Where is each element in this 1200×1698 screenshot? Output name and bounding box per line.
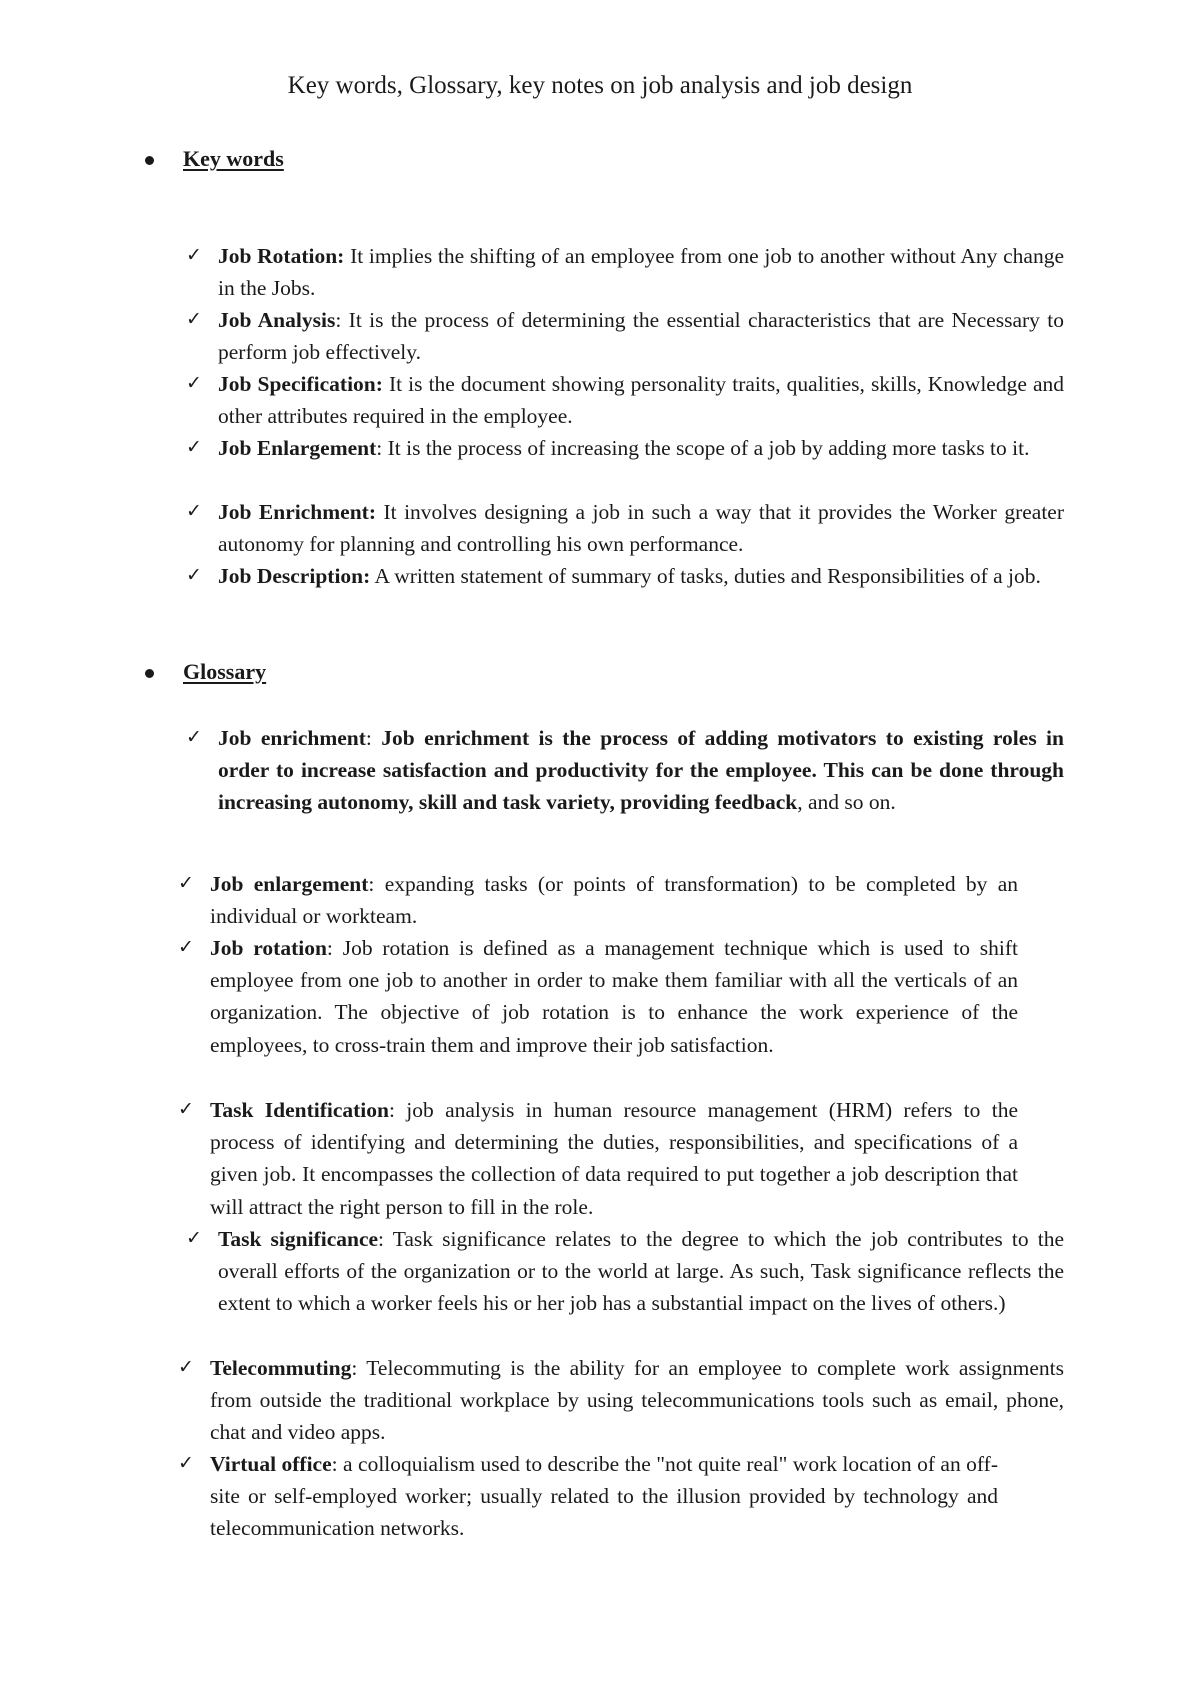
list-item	[186, 1223, 1064, 1320]
item-term: Job Specification:	[218, 372, 383, 396]
checkmark-icon: ✓	[178, 872, 194, 894]
checkmark-icon: ✓	[186, 726, 202, 748]
list-item	[186, 304, 1064, 368]
item-term: Job enrichment	[218, 726, 366, 750]
item-term: Job enlargement	[210, 872, 369, 896]
item-term: Job Enrichment:	[218, 500, 376, 524]
list-item	[186, 722, 1064, 819]
item-text: , and so on.	[797, 790, 896, 815]
item-term: Job Enlargement	[218, 436, 377, 460]
list-item	[178, 1094, 1018, 1223]
checkmark-icon: ✓	[186, 308, 202, 330]
item-term: Virtual office	[210, 1452, 332, 1476]
checkmark-icon: ✓	[178, 1098, 194, 1120]
item-text: It implies the shifting of an employee from one job to another without Any change in the Jobs.	[218, 244, 1064, 301]
item-text: It is the document showing personality traits, qualities, skills, Knowledge and other attributes required in the employee.	[218, 372, 1064, 429]
list-item	[178, 1448, 998, 1545]
checkmark-icon: ✓	[186, 436, 202, 458]
item-text: : expanding tasks (or points of transformation) to be completed by an individual or workteam.	[210, 872, 1018, 929]
list-item	[178, 1352, 1064, 1449]
item-bold-text: Job enrichment is the process of adding motivators to existing roles in order to increase satisfaction and productivity for the employee. This can be done through increasing autonomy, skill and task variety, providing feedback	[218, 726, 1064, 815]
checkmark-icon: ✓	[186, 500, 202, 522]
list-item	[178, 868, 1018, 932]
item-text: : It is the process of determining the essential characteristics that are Necessary to perform job effectively.	[218, 308, 1064, 365]
bullet-icon	[145, 156, 154, 165]
checkmark-icon: ✓	[186, 1227, 202, 1249]
list-item	[178, 932, 1018, 1061]
section-heading-label: Glossary	[183, 659, 267, 684]
bullet-icon	[145, 669, 154, 678]
item-text: : job analysis in human resource management (HRM) refers to the process of identifying and determining the duties, responsibilities, and specifications of a given job. It encompasses the collection of data required to put together a job description that will attract the right person to fill in the role.	[210, 1098, 1018, 1219]
list-item	[186, 496, 1064, 560]
item-text: : It is the process of increasing the scope of a job by adding more tasks to it.	[376, 436, 1030, 460]
item-term: Task significance	[218, 1227, 379, 1251]
section-heading-label: Key words	[183, 146, 284, 171]
item-text: : a colloquialism used to describe the "not quite real" work location of an off-site or self-employed worker; usually related to the illusion provided by technology and telecommunication networks.	[210, 1452, 998, 1541]
item-term: Task Identification	[210, 1098, 389, 1122]
checkmark-icon: ✓	[186, 372, 202, 394]
item-term: Job rotation	[210, 936, 327, 960]
item-text: : Task significance relates to the degree to which the job contributes to the overall efforts of the organization or to the world at large. As such, Task significance reflects the extent to which a worker feels his or her job has a substantial impact on the lives of others.)	[218, 1227, 1064, 1316]
page-title: Key words, Glossary, key notes on job analysis and job design	[287, 72, 913, 99]
item-text: : Job rotation is defined as a management technique which is used to shift employee from one job to another in order to make them familiar with all the verticals of an organization. The objective of job rotation is to enhance the work experience of the employees, to cross-train them and improve their job satisfaction.	[210, 936, 1018, 1057]
item-term: Job Analysis	[218, 308, 336, 332]
checkmark-icon: ✓	[178, 1452, 194, 1474]
item-text: It involves designing a job in such a way that it provides the Worker greater autonomy for planning and controlling his own performance.	[218, 500, 1064, 557]
item-text: : Telecommuting is the ability for an employee to complete work assignments from outside the traditional workplace by using telecommunications tools such as email, phone, chat and video apps.	[210, 1356, 1064, 1445]
item-separator: :	[365, 726, 382, 750]
checkmark-icon: ✓	[186, 244, 202, 266]
item-term: Job Rotation:	[218, 244, 345, 268]
item-text: A written statement of summary of tasks, duties and Responsibilities of a job.	[370, 564, 1041, 588]
list-item	[186, 432, 1064, 464]
item-term: Telecommuting	[210, 1356, 352, 1380]
list-item	[186, 240, 1064, 304]
checkmark-icon: ✓	[178, 1356, 194, 1378]
checkmark-icon: ✓	[178, 936, 194, 958]
checkmark-icon: ✓	[186, 564, 202, 586]
list-item	[186, 560, 1064, 592]
item-term: Job Description:	[218, 564, 371, 588]
list-item	[186, 368, 1064, 432]
